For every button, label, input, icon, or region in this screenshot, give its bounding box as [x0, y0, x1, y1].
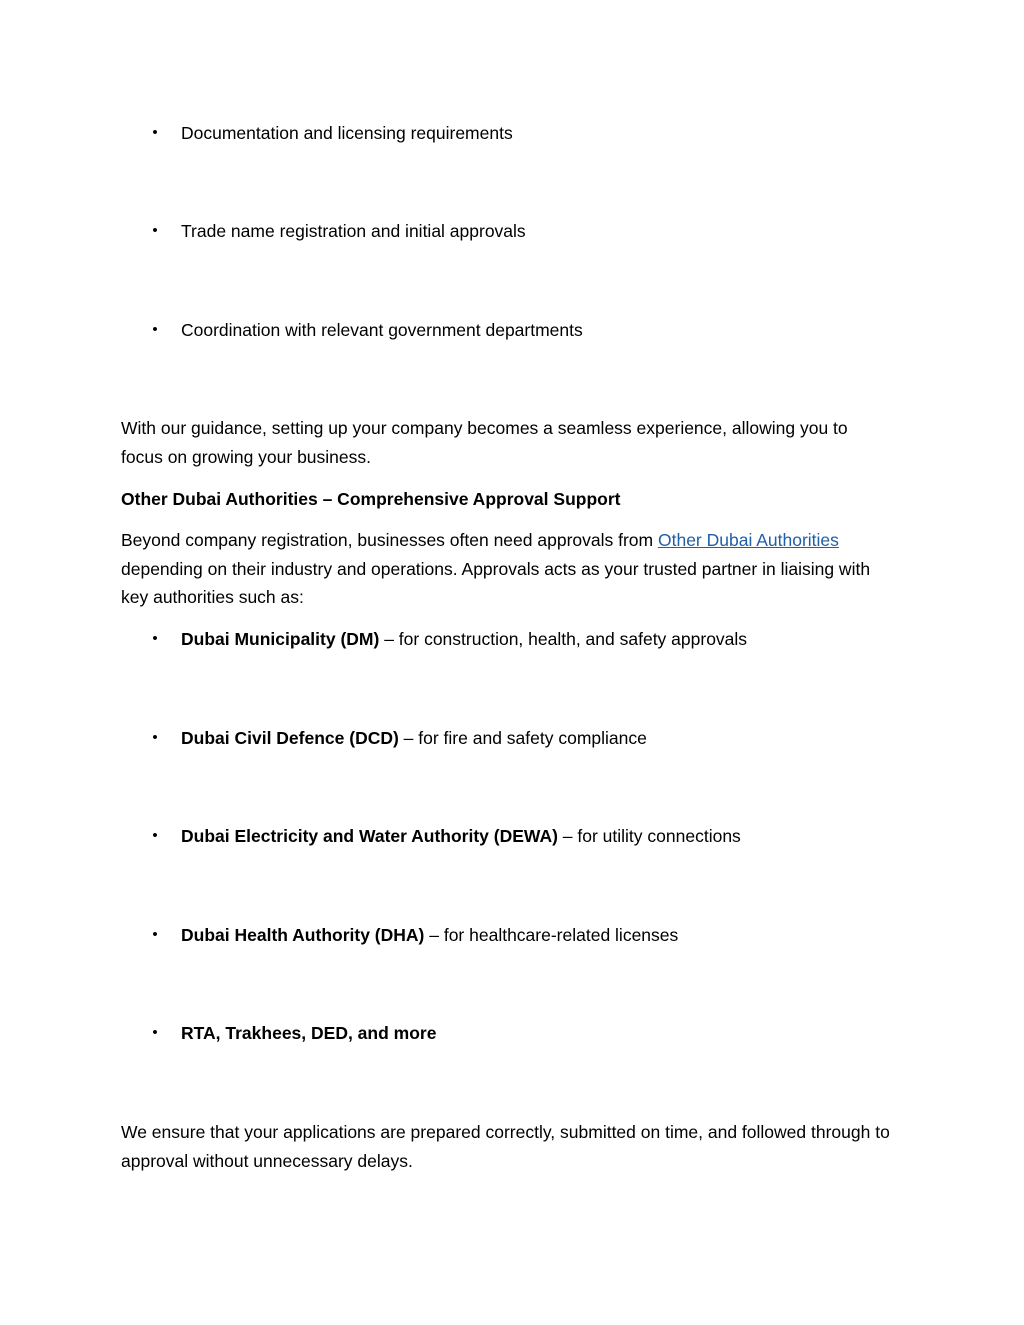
bullet: •: [152, 827, 158, 844]
authority-text: [181, 727, 647, 749]
authority-name: Dubai Electricity and Water Authority (DEWA): [181, 826, 558, 846]
other-dubai-authorities-link[interactable]: Other Dubai Authorities: [657, 530, 839, 550]
authority-text: [181, 825, 741, 847]
list-item-text: Coordination with relevant government departments: [181, 320, 583, 340]
section-paragraph-text-cont: depending on their industry and operations. Approvals acts as your trusted partner in liaising with key authorities such as:: [121, 558, 871, 607]
section-heading: Other Dubai Authorities – Comprehensive Approval Support: [121, 489, 621, 509]
list-item-text: Documentation and licensing requirements: [181, 123, 513, 143]
bullet: •: [152, 926, 158, 943]
authority-name: RTA, Trakhees, DED, and more: [181, 1023, 437, 1043]
authority-desc: – for construction, health, and safety approvals: [379, 629, 748, 649]
section-paragraph: [121, 526, 891, 612]
bullet: •: [152, 124, 158, 141]
bullet: •: [152, 321, 158, 338]
authority-text: [181, 1022, 436, 1044]
bullet: •: [152, 1024, 158, 1041]
list-item-text: Trade name registration and initial approvals: [181, 221, 526, 241]
authority-name: Dubai Health Authority (DHA): [181, 925, 425, 945]
bullet: •: [152, 729, 158, 746]
authority-desc: – for fire and safety compliance: [398, 728, 647, 748]
guidance-paragraph: With our guidance, setting up your company becomes a seamless experience, allowing you to focus on growing your business.: [121, 418, 848, 467]
authority-text: [181, 628, 747, 650]
closing-paragraph: We ensure that your applications are prepared correctly, submitted on time, and followed through to approval without unnecessary delays.: [121, 1122, 890, 1171]
authority-desc: – for utility connections: [557, 826, 741, 846]
authority-name: Dubai Municipality (DM): [181, 629, 380, 649]
authority-text: [181, 924, 678, 946]
bullet: •: [152, 630, 158, 647]
authority-name: Dubai Civil Defence (DCD): [181, 728, 399, 748]
bullet: •: [152, 222, 158, 239]
authority-desc: – for healthcare-related licenses: [424, 925, 679, 945]
section-paragraph-text: Beyond company registration, businesses often need approvals from: [121, 530, 658, 550]
